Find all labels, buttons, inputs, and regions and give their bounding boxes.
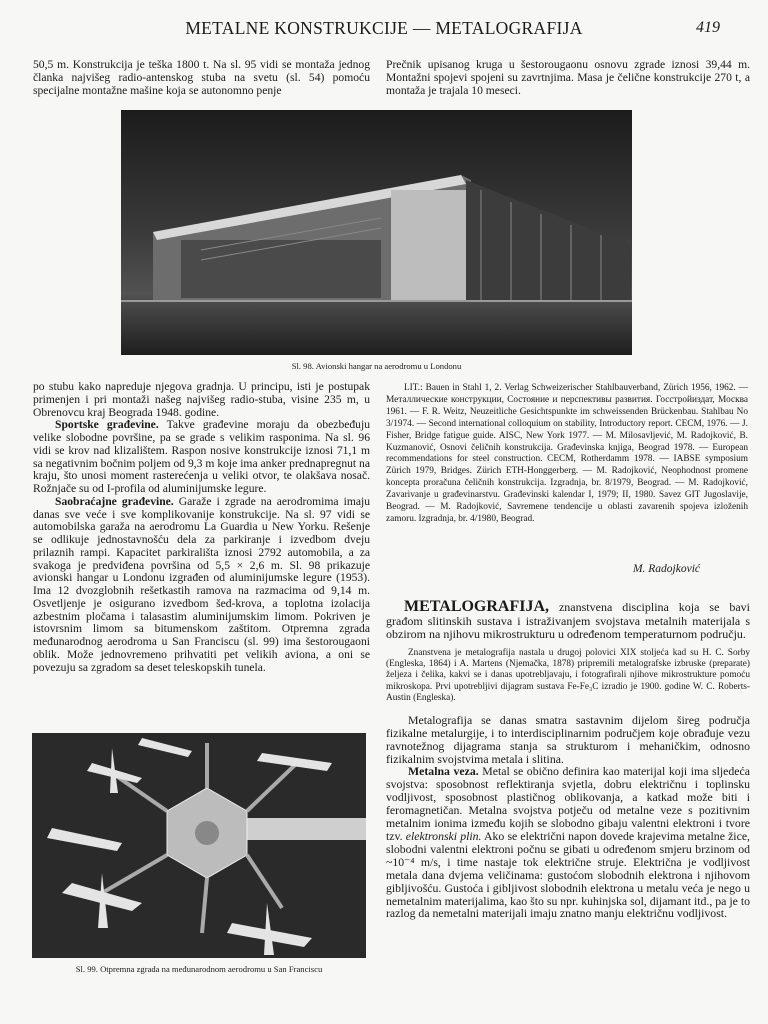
- article-headword: METALOGRAFIJA,: [404, 598, 550, 615]
- intro-text: znanstvena disciplina koja se bavi građom slitinskih sustava i istraživanjem svojstava metalnih materijala s obzirom na njihovu mikrostrukturu u određenom temperaturnom području.: [386, 600, 750, 641]
- literature-references: [386, 383, 748, 526]
- paragraph: [33, 419, 370, 496]
- metalografija-article: [386, 600, 750, 920]
- paragraph: Metalografija se danas smatra sastavnim dijelom šireg područja fizikalne metalurgije, i to interdisciplinarnim područjem koje obrađuje vezu ravnotežnog dijagrama stanja sa strukturom i mehaničkim, odnosno fizikalnim svojstvima metala i slitina.: [386, 712, 750, 766]
- top-right-text: [386, 59, 750, 97]
- paragraph-text: Garaže i zgrade na aerodromima imaju danas sve veće i sve komplikovanije konstrukcije. Na sl. 97 vidi se automobilska garaža na aerodromu La Guardia u New Yorku. Rešenje se odlikuje jednostavnošću dela za parkiranje i izvedbom dveju prilaznih rampi. Kapacitet parkirališta iznosi 2792 automobila, a za svakoga je predviđena površina od 5,5 × 2,6 m. Sl. 98 prikazuje avionski hangar u Londonu izgrađen od aluminijumske legure (1953). Ima 12 dvozglobnih rešetkastih ramova na razmacima od 9,14 m. Osvetljenje je osigurano izvedbom šed-krova, a toplotna izolacija azbestnim pločama i talasastim aluminijumskim limom. Pokriven je istovrsnim limom sa bitumenskom zaštitom. Otpremna zgrada međunarodnog aerodroma u San Franciscu (sl. 99) ima šestorougaoni oblik. Može jednovremeno prihvatiti pet velikih aviona, a oni se povezuju sa zgradom sa deset teleskopskih tunela.: [33, 494, 370, 674]
- paragraph: po stubu kako napreduje njegova gradnja. U principu, isti je postupak primenjen i pri montaži našeg najvišeg radio-stuba, visine 235 m, u Obrenovcu kraj Beograda 1948. godine.: [33, 380, 370, 419]
- italic-term: elektronski plin.: [405, 828, 482, 843]
- run-in-heading: Metalna veza.: [408, 764, 479, 779]
- literature-text: Bauen in Stahl 1, 2. Verlag Schweizerischer Stahlbauverband, Zürich 1956, 1962. — Металлические конструкции, Состояние и перспективы развития. Госстройиздат, Москва 1961. — F. R. Weitz, Neuzeitliche Gesichtspunkte im schweissenden Brückenbau. Stahlbau No 3/1974. — Second international colloquium on stability, Introductory report. CECM, 1976. — J. Fisher, Bridge fatigue guide. AISC, New York 1977. — M. Milosavljević, M. Radojković, B. Kuzmanović, Osnovi čeličnih konstrukcija. Građevinska knjiga, Beograd 1978. — European recommendations for steel construction. CECM, Rotherdamm 1978. — IABSE symposium Zürich 1979, Bridges. Zürich ETH-Honggerberg. — M. Radojković, Neophodnost promene koncepta proračuna čeličnih konstrukcija. Izgradnja, br. 8/1979, Beograd. — M. Radojković, Zavarivanje u građevinarstvu. Građevinski kalendar I, 1979; II, 1980. Savez GIT Jugoslavije, Beograd. — M. Radojković, Savremene tendencije u oblasti zavarenih spojeva izloženih zamoru. Izgradnja, br. 4/1980, Beograd.: [386, 383, 748, 524]
- figure-98-caption: Sl. 98. Avionski hangar na aerodromu u Londonu: [291, 361, 462, 371]
- left-column-text: [33, 381, 370, 674]
- literature-label: LIT.:: [404, 383, 423, 393]
- history-note: Znanstvena je metalografija nastala u drugoj polovici XIX stoljeća kad su H. C. Sorby (Engleska, 1864) i A. Martens (Njemačka, 1878) pripremili metalografske izbruske (preparate) željeza i čelika, kakvi se i danas upotrebljavaju, i fotografirali njihove mikrostrukture pomoću mikroskopa. Prvi upotrebljivi dijagram sustava Fe-Fe₃C izradio je 1900. godine W. C. Roberts-Austin (Engleska).: [386, 647, 750, 704]
- article-intro: [386, 600, 750, 642]
- paragraph: Prečnik upisanog kruga u šestorougaonu osnovu zgrade iznosi 39,44 m. Montažni spojevi spojeni su zavrtnjima. Masa je čelične konstrukcije 270 t, a montaža je trajala 10 meseci.: [386, 58, 750, 97]
- author-signature: M. Radojković: [632, 563, 700, 575]
- paragraph: 50,5 m. Konstrukcija je teška 1800 t. Na sl. 95 vidi se montaža jednog članka najvišeg radio-antenskog stuba na svetu (sl. 54) pomoću specijalne montažne mašine koja se autonomno penje: [33, 58, 370, 97]
- run-in-heading: Saobraćajne građevine.: [55, 494, 174, 508]
- run-in-heading: Sportske građevine.: [55, 418, 159, 432]
- figure-99-caption: Sl. 99. Otpremna zgrada na međunarodnom aerodromu u San Franciscu: [75, 964, 323, 974]
- top-left-text: [33, 59, 370, 97]
- paragraph: [33, 496, 370, 675]
- airport-terminal-photo: [32, 733, 366, 958]
- paragraph-text: Metal se obično definira kao materijal koji ima sljedeća svojstva: sposobnost reflektiranja svjetla, dobru električnu i toplinsku vodljivost, sposobnost plastičnog oblikovanja, a katkad može biti i feromagnetičan. Metalna svojstva potječu od metalne veze s pozitivnim metalnim ionima između kojih se slobodno gibaju valentni elektroni i tvore tzv.: [386, 764, 750, 843]
- running-header-title: METALNE KONSTRUKCIJE — METALOGRAFIJA: [185, 18, 583, 38]
- paragraph-text: Ako se električni napon dovede krajevima metalne žice, slobodni valentni elektroni počnu se gibati u određenom smjeru brzinom od ~10⁻⁴ m/s, i time nastaje tok električne struje. Električna je vodljivost metala dana dvjema veličinama: gustoćom slobodnih elektrona i njihovom gibljivošću. Gustoća i gibljivost slobodnih elektrona u metalu veća je nego u nemetalnim materijalima, kao što su npr. kuhinjska sol, dijamant itd., pa je to razlog da nemetalni materijali imaju znatno manju električnu vodljivost.: [386, 828, 751, 921]
- paragraph: [386, 765, 750, 920]
- paragraph-text: Takve građevine moraju da obezbeđuju velike slobodne površine, pa se grade s velikim rasponima. Na sl. 96 vidi se krov nad klizalištem. Raspon nosive konstrukcije iznosi 71,1 m sa negativnim bočnim poljem od 9,3 m koje ima anker prednapregnut na kraju, što unosi moment rasterećenja u veliki otvor, te olakšava nosač. Rožnjače su od I-profila od aluminijumske legure.: [33, 418, 371, 495]
- page-number: 419: [696, 19, 720, 36]
- hangar-photo: [121, 110, 632, 355]
